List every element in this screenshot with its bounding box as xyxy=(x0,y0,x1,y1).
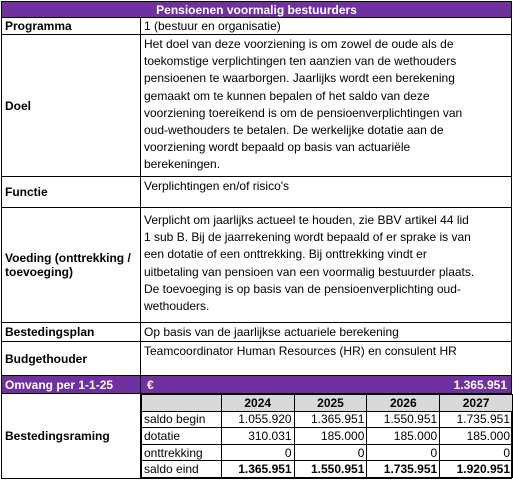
voeding-line: een dotatie of een onttrekking. Bij onttrekking vindt er xyxy=(144,247,427,262)
value-cell: 1.735.951 xyxy=(367,461,440,478)
row-label: dotatie xyxy=(142,428,222,445)
row-bestedingsraming xyxy=(1,394,512,479)
doel-line: pensioenen te waarborgen. Jaarlijks wordt een berekening xyxy=(144,71,455,86)
table-row xyxy=(142,444,513,461)
label-functie: Functie xyxy=(2,177,141,207)
voeding-line: wethouders. xyxy=(144,299,210,314)
doel-line: toekomstige verplichtingen ten aanzien van de wethouders xyxy=(144,54,457,69)
omvang-currency: € xyxy=(147,377,154,392)
value-cell: 1.550.951 xyxy=(294,461,367,478)
year-header: 2024 xyxy=(221,395,294,412)
label-programma: Programma xyxy=(2,17,141,34)
value-cell: 1.735.951 xyxy=(440,411,513,428)
value-voeding xyxy=(141,208,511,322)
value-cell: 1.365.951 xyxy=(221,461,294,478)
doel-line: Het doel van deze voorziening is om zowel de oude als de xyxy=(144,37,454,51)
doel-line: gemaakt om te kunnen bepalen of het saldo van deze xyxy=(144,88,430,103)
voeding-line: Verplicht om jaarlijks actueel te houden, zie BBV artikel 44 lid xyxy=(144,213,469,227)
omvang-amount: 1.365.951 xyxy=(453,377,507,392)
value-cell: 1.365.951 xyxy=(294,411,367,428)
value-cell: 310.031 xyxy=(221,428,294,445)
row-label: saldo begin xyxy=(142,411,222,428)
voeding-line: uitbetaling van pensioen van een voormalig bestuurder plaats. xyxy=(144,264,475,279)
header-blank-cell xyxy=(142,395,222,412)
value-functie: Verplichtingen en/of risico's xyxy=(144,179,290,193)
value-cell: 0 xyxy=(367,444,440,461)
voeding-label-line: Voeding (onttrekking / xyxy=(5,251,131,265)
doel-line: voorziening wordt bepaald op basis van actuariële xyxy=(144,140,411,155)
label-omvang: Omvang per 1-1-25 xyxy=(2,376,141,393)
value-bestedingsplan: Op basis van de jaarlijkse actuariele berekening xyxy=(144,325,399,339)
sheet-title: Pensioenen voormalig bestuurders xyxy=(1,1,512,18)
value-cell: 1.550.951 xyxy=(367,411,440,428)
value-cell: 1.920.951 xyxy=(440,461,513,478)
table-row-total xyxy=(142,461,513,478)
value-cell: 0 xyxy=(294,444,367,461)
bestedingsraming-table xyxy=(141,394,513,478)
value-cell: 1.055.920 xyxy=(221,411,294,428)
year-header: 2025 xyxy=(294,395,367,412)
label-doel: Doel xyxy=(2,35,141,176)
table-row xyxy=(142,411,513,428)
row-budgethouder xyxy=(1,342,512,376)
reserve-sheet xyxy=(1,1,512,479)
value-doel xyxy=(141,35,511,176)
value-cell: 185.000 xyxy=(440,428,513,445)
row-omvang xyxy=(1,376,512,394)
year-header: 2027 xyxy=(440,395,513,412)
row-label: onttrekking xyxy=(142,444,222,461)
row-voeding xyxy=(1,208,512,323)
value-cell: 185.000 xyxy=(294,428,367,445)
value-cell: 185.000 xyxy=(367,428,440,445)
voeding-label-line: toevoeging) xyxy=(5,265,73,279)
label-budgethouder: Budgethouder xyxy=(2,342,141,375)
value-omvang xyxy=(141,376,511,393)
row-label: saldo eind xyxy=(142,461,222,478)
voeding-line: 1 sub B. Bij de jaarrekening wordt bepaald of er sprake is van xyxy=(144,230,471,245)
doel-line: berekeningen. xyxy=(144,157,221,172)
value-budgethouder: Teamcoordinator Human Resources (HR) en consulent HR xyxy=(144,344,457,358)
year-header-row xyxy=(142,395,513,412)
table-row xyxy=(142,428,513,445)
row-bestedingsplan xyxy=(1,323,512,342)
label-bestedingsraming: Bestedingsraming xyxy=(2,394,141,478)
value-cell: 0 xyxy=(440,444,513,461)
value-cell: 0 xyxy=(221,444,294,461)
year-header: 2026 xyxy=(367,395,440,412)
label-bestedingsplan: Bestedingsplan xyxy=(2,323,141,341)
value-programma: 1 (bestuur en organisatie) xyxy=(144,19,281,33)
voeding-line: De toevoeging is op basis van de pensioenverplichting oud- xyxy=(144,281,461,296)
doel-line: voorziening toereikend is om de pensioenverplichtingen van xyxy=(144,105,463,120)
doel-line: oud-wethouders te betalen. De werkelijke dotatie aan de xyxy=(144,123,444,138)
label-voeding xyxy=(2,208,141,322)
row-doel xyxy=(1,35,512,177)
row-programma xyxy=(1,17,512,35)
row-functie xyxy=(1,177,512,208)
